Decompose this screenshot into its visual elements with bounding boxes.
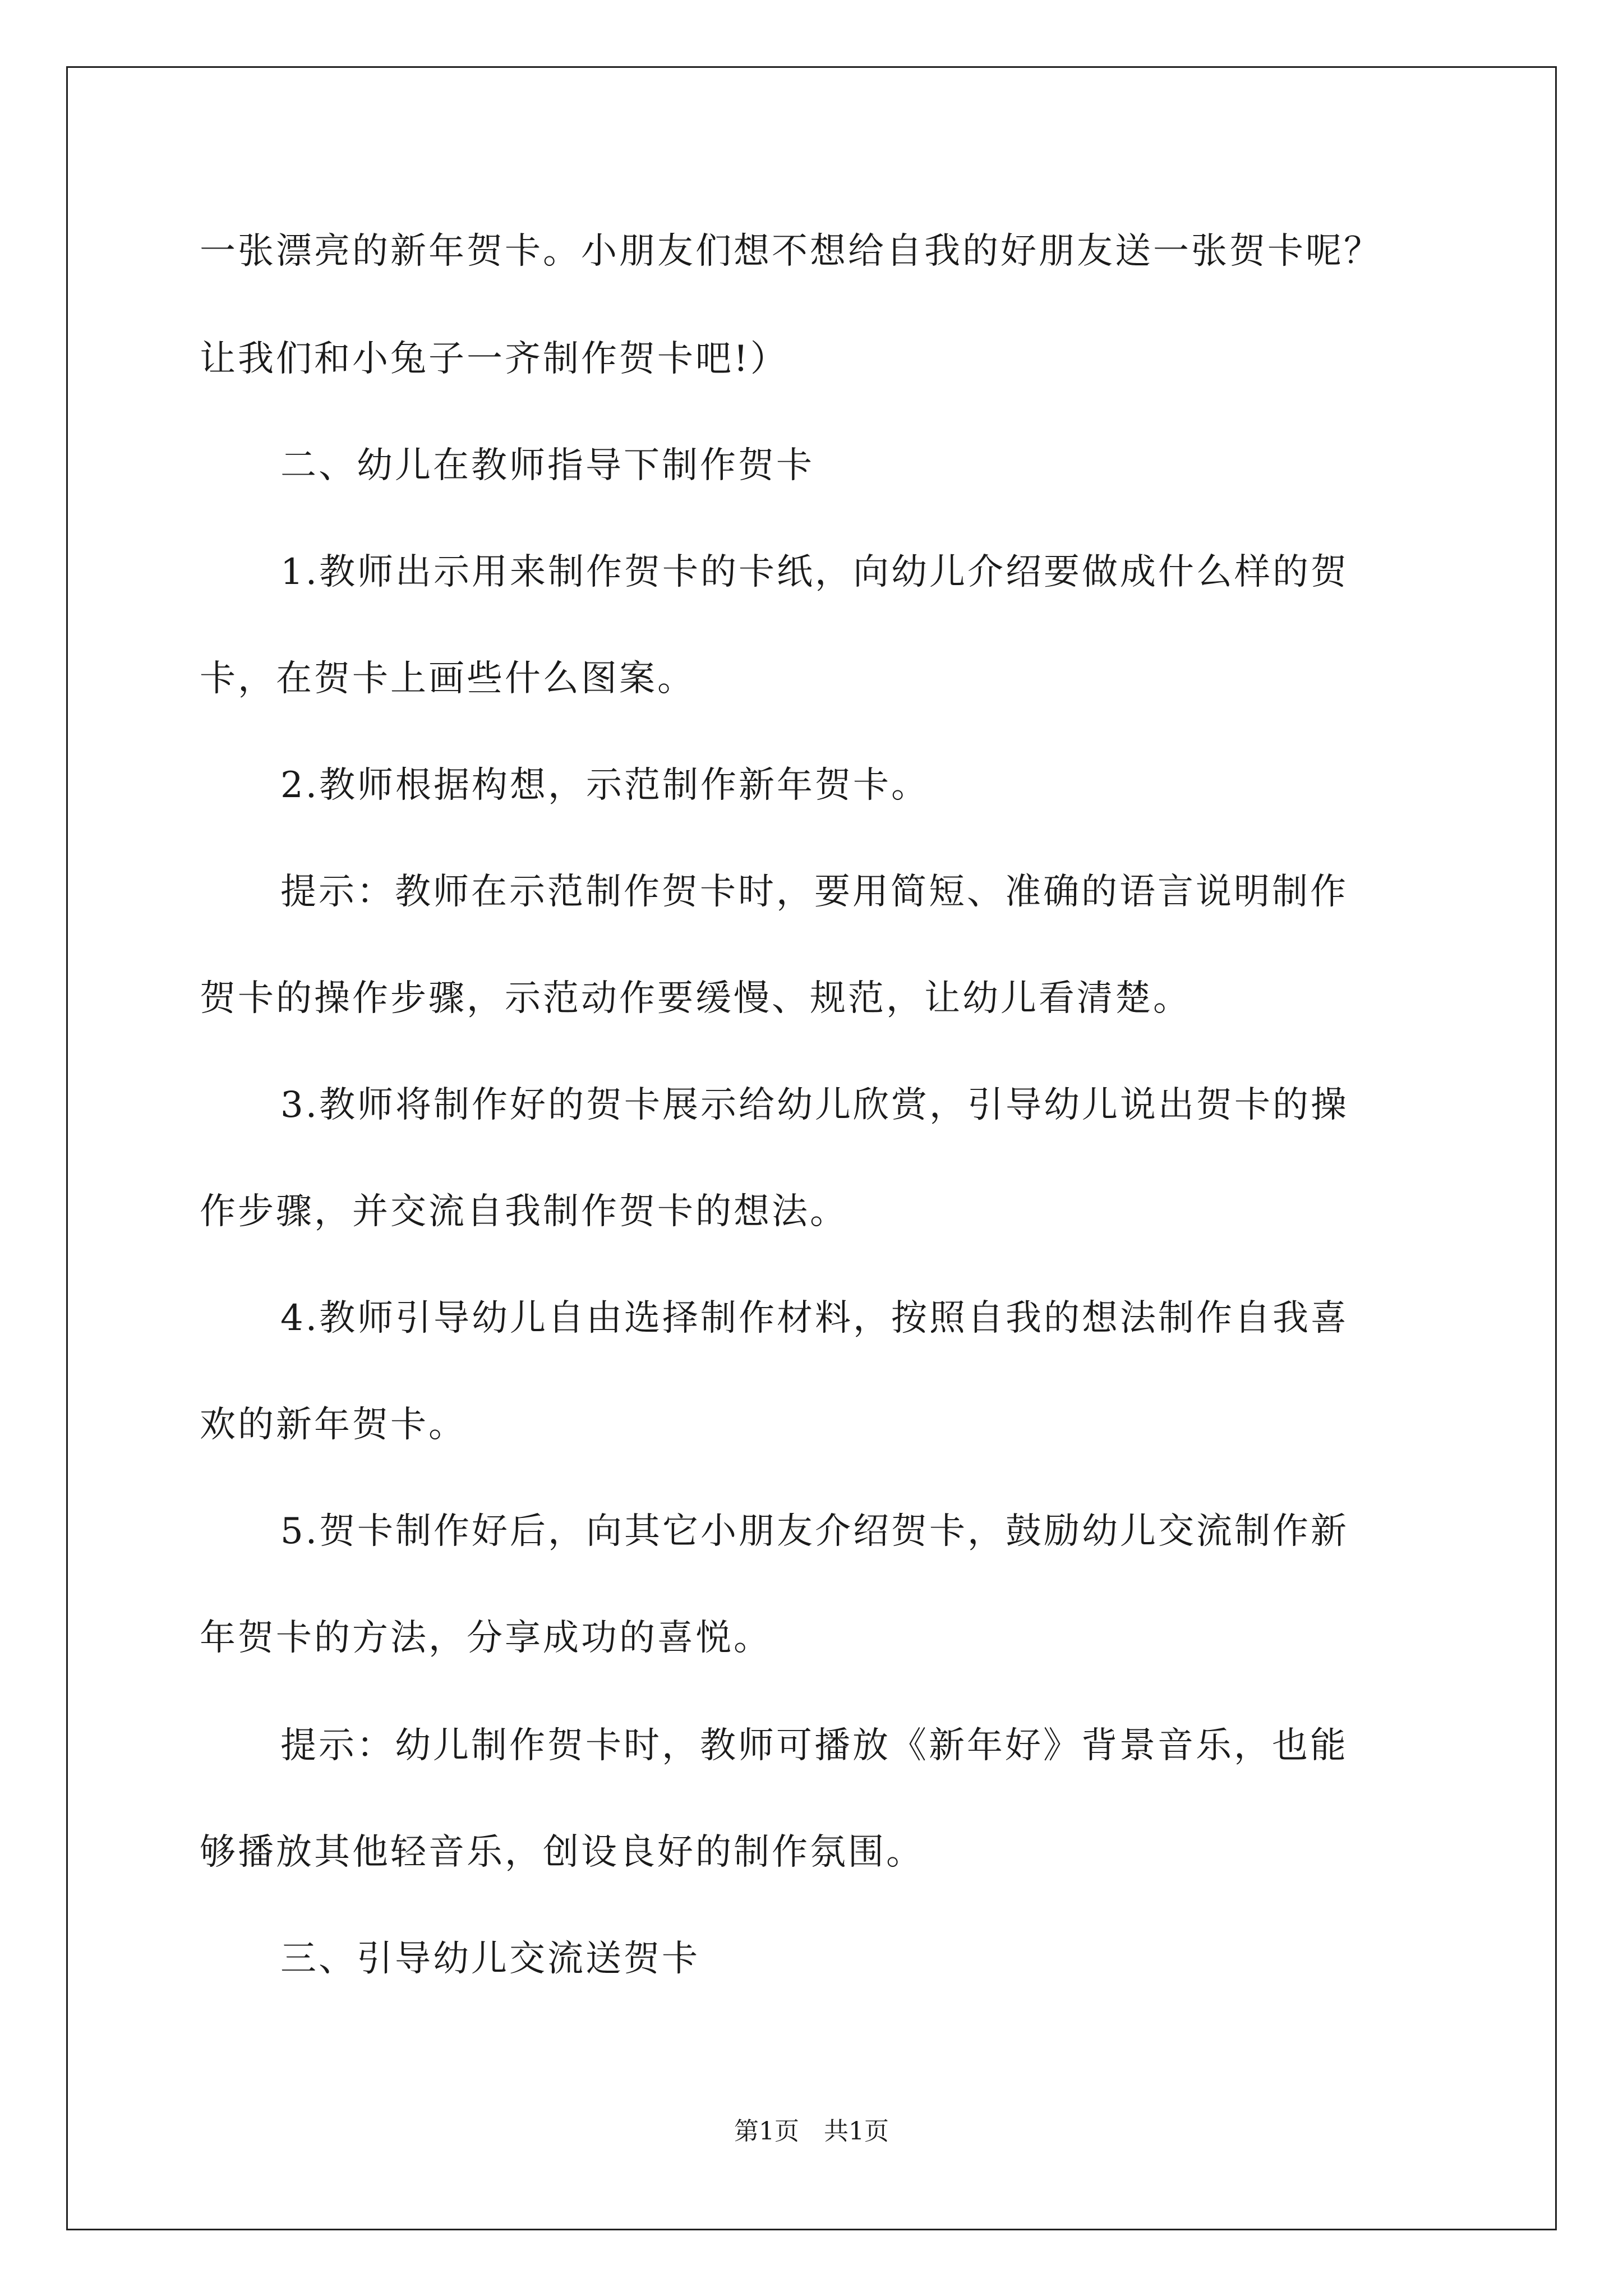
paragraph-line: 3.教师将制作好的贺卡展示给幼儿欣赏，引导幼儿说出贺卡的操 <box>280 1084 1349 1126</box>
section-heading: 三、引导幼儿交流送贺卡 <box>280 1938 700 1980</box>
section-heading: 二、幼儿在教师指导下制作贺卡 <box>280 445 814 486</box>
paragraph-line: 一张漂亮的新年贺卡。小朋友们想不想给自我的好朋友送一张贺卡呢？ <box>200 231 1382 272</box>
page-number: 第1页 共1页 <box>734 2117 889 2146</box>
paragraph-line: 够播放其他轻音乐，创设良好的制作氛围。 <box>200 1832 924 1873</box>
paragraph-line: 卡，在贺卡上画些什么图案。 <box>200 658 695 700</box>
page-border <box>66 66 1557 2230</box>
paragraph-line: 2.教师根据构想，示范制作新年贺卡。 <box>280 765 930 806</box>
paragraph-line: 让我们和小兔子一齐制作贺卡吧!） <box>200 338 789 380</box>
paragraph-line: 欢的新年贺卡。 <box>200 1404 467 1446</box>
paragraph-line: 提示：幼儿制作贺卡时，教师可播放《新年好》背景音乐，也能 <box>280 1725 1348 1766</box>
paragraph-line: 4.教师引导幼儿自由选择制作材料，按照自我的想法制作自我喜 <box>280 1297 1349 1339</box>
paragraph-line: 作步骤，并交流自我制作贺卡的想法。 <box>200 1191 848 1232</box>
paragraph-line: 提示：教师在示范制作贺卡时，要用简短、准确的语言说明制作 <box>280 871 1348 913</box>
paragraph-line: 1.教师出示用来制作贺卡的卡纸，向幼儿介绍要做成什么样的贺 <box>280 551 1349 593</box>
paragraph-line: 5.贺卡制作好后，向其它小朋友介绍贺卡，鼓励幼儿交流制作新 <box>280 1511 1349 1552</box>
paragraph-line: 贺卡的操作步骤，示范动作要缓慢、规范，让幼儿看清楚。 <box>200 978 1191 1019</box>
paragraph-line: 年贺卡的方法，分享成功的喜悦。 <box>200 1617 772 1659</box>
